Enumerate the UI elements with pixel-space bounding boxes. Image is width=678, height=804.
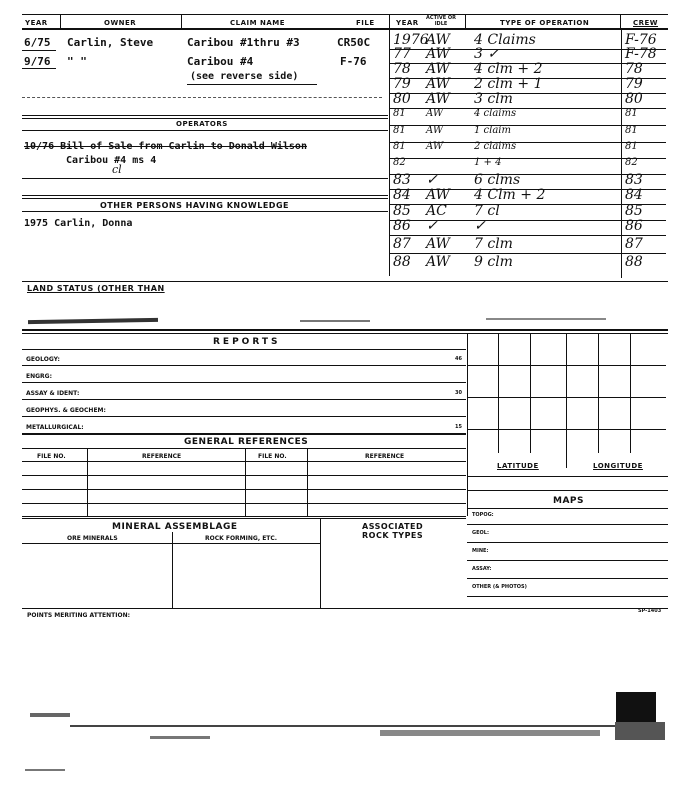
scan-mark — [70, 725, 630, 727]
activity-year: 88 — [393, 254, 411, 270]
activity-operation: 4 claims — [474, 108, 517, 119]
scan-mark — [150, 736, 210, 739]
scan-mark — [300, 320, 370, 322]
header-year: YEAR — [25, 19, 48, 27]
activity-operation: 6 clms — [474, 172, 521, 188]
report-number: 46 — [455, 356, 462, 362]
activity-operation: 9 clm — [474, 254, 513, 270]
rock-forming-label: ROCK FORMING, ETC. — [205, 535, 278, 542]
ref-header-reference-2: REFERENCE — [365, 453, 405, 460]
activity-year: 84 — [393, 187, 411, 203]
operator-note-line1: 10/76 Bill of Sale from Carlin to Donald Wilson — [24, 141, 307, 152]
activity-year: 77 — [393, 46, 411, 62]
report-label: GEOLOGY: — [26, 356, 60, 363]
owner-row-claim: Caribou #1thru #3 — [187, 36, 300, 49]
owner-row-year: 9/76 — [24, 55, 51, 68]
land-status-label: LAND STATUS (OTHER THAN — [27, 284, 165, 293]
activity-status: AW — [426, 76, 450, 92]
operator-note-line2: Caribou #4 ms 4 — [66, 155, 157, 166]
activity-operation: 4 Clm + 2 — [474, 187, 546, 203]
activity-status: AW — [426, 254, 450, 270]
header-active-idle: ACTIVE OR IDLE — [426, 15, 456, 27]
report-number: 15 — [455, 424, 462, 430]
ref-header-reference: REFERENCE — [142, 453, 182, 460]
form-number: SP-1403 — [638, 608, 662, 614]
rock-types-label: ROCK TYPES — [362, 531, 424, 540]
activity-year: 85 — [393, 203, 411, 219]
header-claim-name: CLAIM NAME — [230, 19, 286, 27]
activity-crew: F-76 — [625, 32, 657, 48]
activity-crew: F-78 — [625, 46, 657, 62]
general-references-title: GENERAL REFERENCES — [184, 437, 309, 447]
report-label: GEOPHYS. & GEOCHEM: — [26, 407, 106, 414]
activity-status: ✓ — [426, 172, 438, 188]
activity-year: 82 — [393, 157, 406, 168]
activity-status: AW — [426, 46, 450, 62]
activity-year: 1976 — [393, 32, 429, 48]
activity-operation: 4 clm + 2 — [474, 61, 543, 77]
activity-operation: 1 claim — [474, 125, 511, 136]
scan-mark — [380, 730, 600, 736]
scan-mark — [25, 769, 65, 771]
activity-year: 79 — [393, 76, 411, 92]
maps-title: MAPS — [553, 496, 584, 506]
map-label: GEOL: — [472, 530, 489, 536]
activity-crew: 83 — [625, 172, 643, 188]
activity-operation: ✓ — [474, 218, 486, 234]
activity-crew: 78 — [625, 61, 643, 77]
map-label: ASSAY: — [472, 566, 492, 572]
owner-row-claim: (see reverse side) — [190, 71, 299, 82]
activity-year: 81 — [393, 141, 406, 152]
activity-operation: 2 claims — [474, 141, 517, 152]
operator-note-handwritten: cl — [112, 163, 122, 176]
activity-year: 81 — [393, 125, 406, 136]
header-file: FILE — [356, 19, 375, 27]
activity-crew: 81 — [625, 108, 638, 119]
activity-year: 81 — [393, 108, 406, 119]
activity-crew: 80 — [625, 91, 643, 107]
activity-crew: 86 — [625, 218, 643, 234]
activity-crew: 85 — [625, 203, 643, 219]
ore-minerals-label: ORE MINERALS — [67, 535, 118, 542]
scan-mark — [615, 722, 665, 740]
activity-crew: 81 — [625, 125, 638, 136]
activity-operation: 4 Claims — [474, 32, 536, 48]
activity-operation: 1 + 4 — [474, 157, 502, 168]
activity-status: AW — [426, 236, 450, 252]
activity-crew: 79 — [625, 76, 643, 92]
activity-operation: 3 clm — [474, 91, 513, 107]
knowledge-entry: 1975 Carlin, Donna — [24, 218, 133, 229]
activity-operation: 7 cl — [474, 203, 500, 219]
map-label: MINE: — [472, 548, 489, 554]
report-label: ASSAY & IDENT: — [26, 390, 80, 397]
activity-status: AW — [426, 91, 450, 107]
report-label: METALLURGICAL: — [26, 424, 84, 431]
associated-label: ASSOCIATED — [362, 522, 424, 531]
activity-year: 78 — [393, 61, 411, 77]
activity-status: AW — [426, 32, 450, 48]
owner-row-owner: Carlin, Steve — [67, 36, 154, 49]
header-crew: CREW — [633, 19, 659, 27]
activity-status: AW — [426, 187, 450, 203]
activity-crew: 87 — [625, 236, 643, 252]
mineral-title: MINERAL ASSEMBLAGE — [112, 522, 238, 532]
activity-crew: 84 — [625, 187, 643, 203]
header-type-of-operation: TYPE OF OPERATION — [500, 19, 590, 27]
scan-mark — [486, 318, 606, 320]
report-label: ENGRG: — [26, 373, 52, 380]
knowledge-label: OTHER PERSONS HAVING KNOWLEDGE — [100, 201, 289, 210]
activity-crew: 81 — [625, 141, 638, 152]
scan-mark — [30, 713, 70, 717]
activity-status: AW — [426, 141, 444, 152]
activity-crew: 88 — [625, 254, 643, 270]
operators-label: OPERATORS — [176, 120, 228, 128]
activity-operation: 2 clm + 1 — [474, 76, 543, 92]
points-label: POINTS MERITING ATTENTION: — [27, 612, 131, 619]
owner-row-file: CR50C — [337, 36, 371, 49]
map-label: OTHER (& PHOTOS) — [472, 584, 527, 590]
reports-title: REPORTS — [213, 337, 281, 347]
latitude-label: LATITUDE — [497, 462, 539, 470]
activity-year: 86 — [393, 218, 411, 234]
header-year2: YEAR — [396, 19, 419, 27]
scan-mark — [28, 318, 158, 324]
activity-status: AW — [426, 125, 444, 136]
owner-row-owner: " " — [67, 55, 87, 68]
longitude-label: LONGITUDE — [593, 462, 643, 470]
activity-status: AC — [426, 203, 447, 219]
ref-header-file-no-2: FILE NO. — [258, 453, 287, 460]
activity-year: 83 — [393, 172, 411, 188]
map-label: TOPOG: — [472, 512, 494, 518]
ref-header-file-no: FILE NO. — [37, 453, 66, 460]
activity-crew: 82 — [625, 157, 638, 168]
activity-operation: 7 clm — [474, 236, 513, 252]
activity-year: 80 — [393, 91, 411, 107]
report-number: 30 — [455, 390, 462, 396]
activity-status: ✓ — [426, 218, 438, 234]
header-owner: OWNER — [104, 19, 137, 27]
owner-row-year: 6/75 — [24, 36, 51, 49]
activity-status: AW — [426, 61, 450, 77]
scan-mark — [616, 692, 656, 722]
owner-row-claim: Caribou #4 — [187, 55, 254, 68]
activity-status: AW — [426, 108, 444, 119]
activity-year: 87 — [393, 236, 411, 252]
activity-operation: 3 ✓ — [474, 46, 500, 62]
owner-row-file: F-76 — [340, 55, 367, 68]
